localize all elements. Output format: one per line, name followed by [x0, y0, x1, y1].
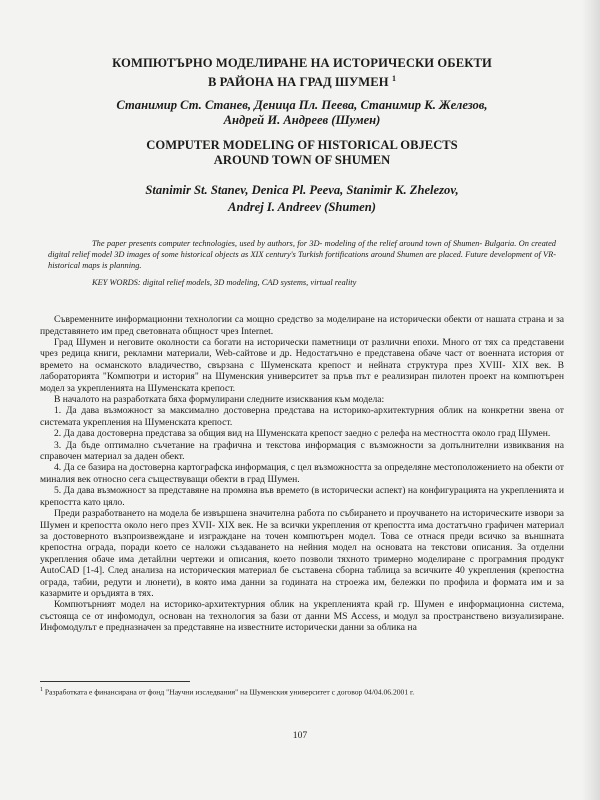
english-authors-line-2: Andrej I. Andreev (Shumen) — [228, 200, 376, 215]
body-text — [40, 314, 564, 633]
list-item: 4. Да се базира на достоверна картографска информация, с цел възможността за определяне местоположението на обекти от миналия век относно сега съществуващи обекти в град Шумен. — [40, 462, 564, 485]
footnote-text: Разработката е финансирана от фонд "Научни изследвания" на Шуменския университет с договор 04/04.06.2001 г. — [44, 687, 415, 697]
footnote-divider — [40, 681, 190, 682]
body-paragraph: Преди разработването на модела бе извършена значителна работа по събирането и проучването на историческите извори за Шумен и крепостта около него през XVII- XIX век. Не за всички укрепления от крепостта има достатъчно графичен материал за достоверното възпроизвеждане и изграждане на точен компютърен модел. Това се отнася преди всичко за външната крепостна ограда, поради което се наложи създаването на нейния модел на основата на текстови описания. За отделни укрепления обаче има детайлни чертежи и описания, което позволи тяхното тримерно моделиране с програмния продукт AutoCAD [1-4]. След анализа на историческия материал бе съставена сборна таблица за всичките 40 укрепления (крепостна ограда, табии, редути и люнети), в която има данни за годината на строежа им, бележки по профила и формата им и за казармите и оръдията в тях. — [40, 508, 564, 599]
body-paragraph: Град Шумен и неговите околности са богати на исторически паметници от различни епохи. Много от тях са представени чрез редица книги, рекламни материали, Web-сайтове и др. Недостатъчно е представена обаче част от военната история от времето на османското владичество, свързана с Шуменската крепост и нейната структура през XVIII- XIX век. В лабораторията "Компютри и история" на Шуменския университет за пръв път е реализиран пилотен проект на компютърен модел за укрепленията на Шуменската крепост. — [40, 337, 564, 394]
bulgarian-title-line-1: КОМПЮТЪРНО МОДЕЛИРАНЕ НА ИСТОРИЧЕСКИ ОБЕКТИ — [112, 56, 492, 70]
footnote — [40, 685, 564, 698]
page-edge-shadow — [582, 0, 600, 800]
title-footnote-mark: 1 — [391, 74, 397, 83]
list-item: 5. Да дава възможност за представяне на промяна във времето (в исторически аспект) на конфигурацията на укрепленията и крепостта като цяло. — [40, 485, 564, 508]
keywords: KEY WORDS: digital relief models, 3D modeling, CAD systems, virtual reality — [92, 278, 357, 288]
english-title-line-1: COMPUTER MODELING OF HISTORICAL OBJECTS — [146, 138, 458, 153]
english-authors-line-1: Stanimir St. Stanev, Denica Pl. Peeva, Stanimir K. Zhelezov, — [145, 183, 459, 198]
list-item: 2. Да дава достоверна представа за общия вид на Шуменската крепост заедно с релефа на местността около град Шумен. — [54, 428, 551, 440]
abstract: The paper presents computer technologies, used by authors, for 3D- modeling of the relief around town of Shumen- Bulgaria. On created digital relief model 3D images of some historical objects as XIX century's Turkish fortifications around Shumen are placed. Future development of VR- historical maps is planning. — [48, 239, 556, 271]
english-authors — [40, 182, 564, 216]
bulgarian-authors-line-1: Станимир Ст. Станев, Деница Пл. Пеева, Станимир К. Железов, — [116, 98, 488, 113]
body-paragraph: Компютърният модел на историко-архитектурния облик на укрепленията край гр. Шумен е информационна система, състояща се от инфомодул, основан на технология за бази от данни MS Access, и модул за пространствено визуализиране. Инфомодулът е предназначен за представяне на известните исторически данни за облика на — [40, 599, 564, 634]
bulgarian-title-line-2-text: В РАЙОНА НА ГРАД ШУМЕН — [207, 75, 389, 90]
english-title — [40, 138, 564, 168]
bulgarian-authors-line-2: Андрей И. Андреев (Шумен) — [223, 113, 381, 128]
body-paragraph: Съвременните информационни технологии са мощно средство за моделиране на исторически обекти от нашата страна и за представянето им пред световната общност чрез Internet. — [40, 314, 564, 337]
bulgarian-title — [40, 56, 564, 90]
page-number: 107 — [292, 730, 308, 741]
content-area — [40, 56, 564, 634]
footnote-mark: 1 — [40, 687, 43, 693]
english-title-line-2: AROUND TOWN OF SHUMEN — [213, 153, 391, 168]
list-item: 1. Да дава възможност за максимално достоверна представа на историко-архитектурния облик на конкретни звена от системата укрепления на Шуменската крепост. — [40, 405, 564, 428]
list-item: 3. Да бъде оптимално съчетание на графична и текстова информация с възможности за допълнителни извиквания на справочен материал за даден обект. — [40, 439, 564, 463]
bulgarian-authors — [40, 98, 564, 128]
body-paragraph: В началото на разработката бяха формулирани следните изисквания към модела: — [54, 394, 385, 406]
bulgarian-title-line-2 — [40, 71, 564, 90]
